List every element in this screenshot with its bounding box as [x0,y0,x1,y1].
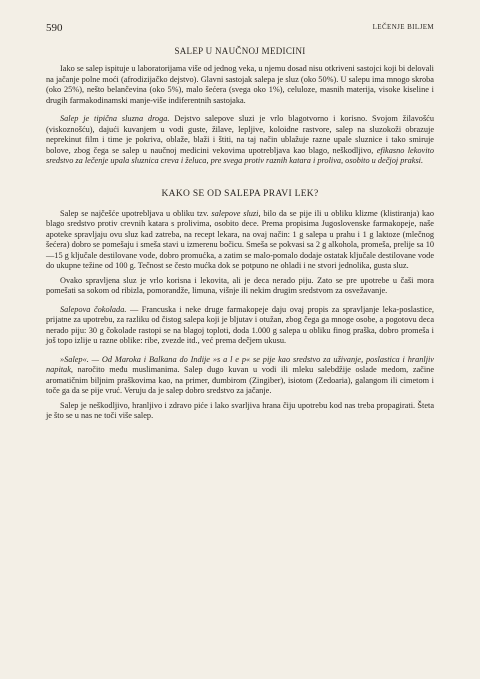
paragraph-ingredients: Iako se salep ispituje u laboratorijama više od jednog veka, u njemu dosad nisu otkriveni sastojci koji bi delovali na jačanje polne moći (afrodizijačko dejstvo). Glavni sastojak salepa je sluz (oko 50%). U salepu ima mnogo skroba (oko 25%), nešto belančevina (oko 5%), malo šećera (svega oko 1%), celuloze, masnih materija, visoke kiseline i drugih farmakodinamski manje-više indiferentnih sastojaka. [46,64,434,105]
page-header [46,22,434,42]
paragraph-conclusion: Salep je neškodljivo, hranljivo i zdravo piće i lako svarljiva hrana čiju upotrebu kod nas treba propagirati. Šteta je što se u nas ne toči više salep. [46,400,434,420]
paragraph-mucus-preparation [46,209,434,272]
page-number: 590 [46,22,63,34]
paragraph-body-rest: bilo da se pije ili u obliku klizme (klistiranja) kao blago sredstvo protiv crevnih katara s prolivima, osobito dece. Prema propisima Jugoslovenske farmakopeje, naše apoteke spravljaju ovu sluz kad zatreba, na recept lekara, na ovaj način: 1 g salepa u prahu i 1 g laktoze (mlečnog šećera) dobro se pomešaju i smeša stavi u izmerenu bočicu. Smeša se pokvasi sa 2 g alkohola, promeša, prelije sa 10—15 g ključale destilovane vode, dobro promućka, a zatim se malo-pomalo dodaje ostatak ključale destilovane vode do ukupne težine od 100 g. Tečnost se često mućka dok se potpuno ne ohladi i ne stvori jednolika, gusta sluz. [46,208,434,270]
paragraph-salep-chocolate [46,305,434,347]
paragraph-lead-italic: Salepova čokolada. [60,304,127,314]
paragraph-body: naročito među muslimanima. Salep dugo kuvan u vodi ili mleku salebdžije oslade medom, začine aromatičnim biljnim praškovima kao, na primer, đumbirom (Zingiber), isiotom (Zedoaria), galangom ili cimetom i toče ga da se pije vruć. Veruju da je salep dobro sredstvo za jačanje. [46,365,434,395]
paragraph-emphasis-italic: efikasno lekovito sredstvo za lečenje upala sluznica creva i želuca, pre svega protiv raznih katara i proliva, osobito u dečjoj praksi. [46,145,435,165]
paragraph-salep-drink [46,355,434,397]
paragraph-body: — Francuska i neke druge farmakopeje daju ovaj propis za spravljanje leka-poslastice, prijatne za upotrebu, za razliku od čistog salepa koji je bljutav i otužan, zbog čega ga mnoge osobe, a pogotovu deca nerado piju: 30 g čokolade rastopi se na blagoj toploti, doda 1.000 g salepa u obliku finog praška, dobro promeša i još topo izlije u razne oblike: ribe, zvezde itd., već prema dečjem ukusu. [46,304,434,345]
paragraph-emphasis-italic: salepove sluzi, [211,208,261,218]
paragraph-body-start: Salep se najčešće upotrebljava u obliku tzv. [60,208,212,218]
section-title-salep-medicine: SALEP U NAUČNOJ MEDICINI [174,46,306,56]
paragraph-lead-italic: »Salep«. — Od Maroka i Balkana do Indije »s a l e p« se pije kao sredstvo za uživanje, poslastica i hranljiv napitak, [46,354,434,374]
paragraph-body: Dejstvo salepove sluzi je vrlo blagotvorno i korisno. Svojom žilavošću (viskoznošću), dajući kuvanjem u vodi guste, žilave, lepljive, koloidne rastvore, salep na sluzokoži obrazuje neprekinut film i time je pokriva, oblaže, blaži i štiti, na taj način ublažuje razne upale sluznice i tako smiruje bolove, zbog čega se salep u naučnoj medicini vekovima upotrebljava kao blago, neškodljivo, [46,114,434,155]
paragraph-usage: Ovako spravljena sluz je vrlo korisna i lekovita, ali je deca nerado piju. Zato se pre upotrebe u čaši mora pomešati sa sokom od ribizla, pomorandže, limuna, višnje ili nekim drugim sredstvom za osvežavanje. [46,275,434,295]
running-head: LEČENJE BILJEM [372,23,434,31]
paragraph-mucous-drug [46,114,434,167]
paragraph-lead-italic: Salep je tipična sluzna droga. [60,114,170,123]
section-title-how-to-make: KAKO SE OD SALEPA PRAVI LEK? [161,188,319,199]
